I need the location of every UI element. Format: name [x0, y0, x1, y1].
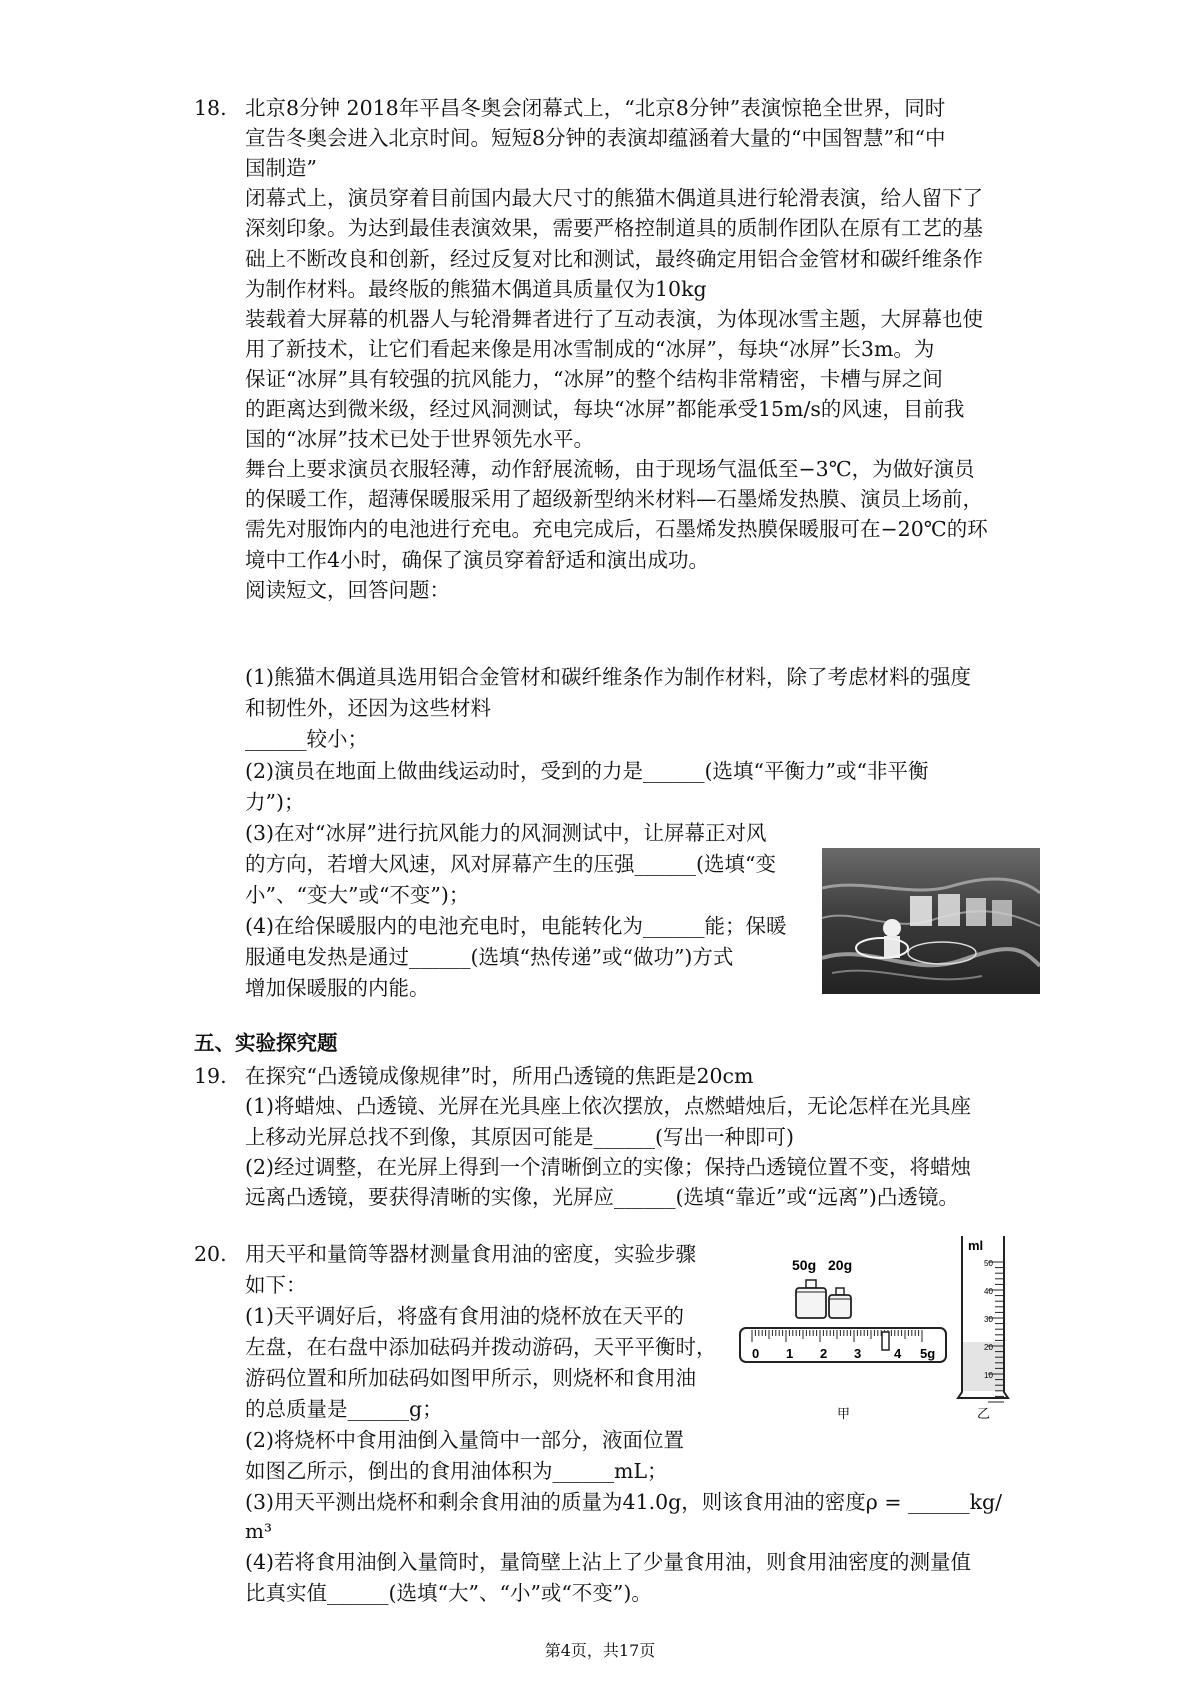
cylinder-unit: ml [968, 1238, 984, 1253]
cyl-tick-40: 40 [984, 1287, 993, 1296]
text-line: 游码位置和所加砝码如图甲所示，则烧杯和食用油 [245, 1366, 696, 1390]
text-line: 左盘，在右盘中添加砝码并拨动游码，天平平衡时， [245, 1335, 717, 1359]
q18-number: 18. [194, 96, 227, 120]
section-title: 五、实验探究题 [194, 1031, 338, 1055]
text-line: 如下： [245, 1273, 307, 1297]
text-line: 为制作材料。最终版的熊猫木偶道具质量仅为10kg [245, 276, 707, 301]
caption-yi: 乙 [977, 1406, 991, 1421]
text-line: (2)将烧杯中食用油倒入量筒中一部分，液面位置 [245, 1428, 685, 1452]
balance-and-cylinder-figure [722, 1232, 1014, 1422]
text-line: 宣告冬奥会进入北京时间。短短8分钟的表演却蕴涵着大量的“中国智慧”和“中 [245, 126, 946, 151]
text-line: 础上不断改良和创新，经过反复对比和测试，最终确定用铝合金管材和碳纤维条作 [245, 246, 983, 271]
text-line: 力”)； [245, 790, 305, 814]
scale-label-3: 3 [854, 1346, 862, 1361]
text-line: (3)用天平测出烧杯和剩余食用油的质量为41.0g，则该食用油的密度ρ = ______kg/ [245, 1490, 1003, 1514]
text-line: 舞台上要求演员衣服轻薄，动作舒展流畅，由于现场气温低至−3℃，为做好演员 [245, 457, 975, 482]
scale-label-2: 2 [820, 1346, 828, 1361]
scale-label-5g: 5g [920, 1346, 936, 1361]
text-line: (4)在给保暖服内的电池充电时，电能转化为______能；保暖 [245, 914, 787, 938]
ice-screen-photo [822, 848, 1040, 994]
text-line: ______较小； [245, 727, 368, 751]
balance-scale [740, 1328, 946, 1362]
page-footer: 第4页，共17页 [544, 1641, 656, 1660]
caption-jia: 甲 [837, 1406, 851, 1421]
text-line: (2)经过调整，在光屏上得到一个清晰倒立的实像；保持凸透镜位置不变，将蜡烛 [245, 1154, 972, 1179]
text-line: 如图乙所示，倒出的食用油体积为______mL； [245, 1459, 668, 1483]
q20-number: 20. [194, 1242, 227, 1266]
text-line: 比真实值______(选填“大”、“小”或“不变”)。 [245, 1581, 652, 1605]
text-line: 在探究“凸透镜成像规律”时，所用凸透镜的焦距是20cm [245, 1064, 754, 1088]
text-line: 保证“冰屏”具有较强的抗风能力，“冰屏”的整个结构非常精密，卡槽与屏之间 [245, 366, 943, 391]
text-line: (1)天平调好后，将盛有食用油的烧杯放在天平的 [245, 1304, 685, 1328]
text-line: 用天平和量筒等器材测量食用油的密度，实验步骤 [245, 1242, 696, 1266]
text-line: 服通电发热是通过______(选填“热传递”或“做功”)方式 [245, 945, 734, 969]
scale-label-0: 0 [752, 1346, 760, 1361]
q19-number: 19. [194, 1064, 227, 1088]
text-line: 小”、“变大”或“不变”)； [245, 883, 470, 907]
text-line: 上移动光屏总找不到像，其原因可能是______(写出一种即可) [245, 1124, 794, 1149]
text-line: 的保暖工作，超薄保暖服采用了超级新型纳米材料—石墨烯发热膜、演员上场前， [245, 487, 983, 512]
text-line: 的距离达到微米级，经过风洞测试，每块“冰屏”都能承受15m/s的风速，目前我 [245, 397, 965, 421]
text-line: 用了新技术，让它们看起来像是用冰雪制成的“冰屏”，每块“冰屏”长3m。为 [245, 336, 935, 361]
weight-label-20g: 20g [828, 1257, 853, 1273]
scale-label-4: 4 [894, 1346, 902, 1361]
text-line: 阅读短文，回答问题： [245, 577, 450, 602]
text-line: 的总质量是______g； [245, 1397, 443, 1421]
figure-graphic [722, 1232, 1014, 1422]
text-line: 装载着大屏幕的机器人与轮滑舞者进行了互动表演，为体现冰雪主题，大屏幕也使 [245, 306, 983, 331]
rider [882, 1332, 889, 1350]
text-line: 的方向，若增大风速，风对屏幕产生的压强______(选填“变 [245, 852, 776, 876]
cyl-tick-20: 20 [984, 1343, 993, 1352]
weight-label-50g: 50g [792, 1257, 817, 1273]
text-line: 国的“冰屏”技术已处于世界领先水平。 [245, 427, 594, 452]
text-line: 远离凸透镜，要获得清晰的实像，光屏应______(选填“靠近”或“远离”)凸透镜。 [245, 1185, 959, 1210]
cyl-tick-10: 10 [984, 1371, 993, 1380]
oil-liquid [963, 1342, 1003, 1391]
ice-screen-photo-graphic [822, 848, 1040, 994]
text-line: 境中工作4小时，确保了演员穿着舒适和演出成功。 [245, 547, 710, 572]
text-line: 北京8分钟 2018年平昌冬奥会闭幕式上，“北京8分钟”表演惊艳全世界，同时 [245, 96, 946, 120]
weight-50g [796, 1280, 826, 1318]
text-line: m³ [245, 1519, 272, 1543]
weight-20g [829, 1288, 851, 1318]
text-line: 国制造” [245, 156, 317, 181]
text-line: 深刻印象。为达到最佳表演效果，需要严格控制道具的质制作团队在原有工艺的基 [245, 216, 983, 241]
scale-label-1: 1 [786, 1346, 794, 1361]
text-line: 需先对服饰内的电池进行充电。充电完成后，石墨烯发热膜保暖服可在−20℃的环 [245, 517, 988, 542]
text-line: 闭幕式上，演员穿着目前国内最大尺寸的熊猫木偶道具进行轮滑表演，给人留下了 [245, 186, 983, 211]
text-line: 增加保暖服的内能。 [245, 976, 430, 1000]
graduated-cylinder [958, 1236, 1008, 1402]
text-line: (2)演员在地面上做曲线运动时，受到的力是______(选填“平衡力”或“非平衡 [245, 759, 929, 783]
text-line: (1)将蜡烛、凸透镜、光屏在光具座上依次摆放，点燃蜡烛后，无论怎样在光具座 [245, 1094, 972, 1119]
cyl-tick-50: 50 [984, 1259, 993, 1268]
text-line: (3)在对“冰屏”进行抗风能力的风洞测试中，让屏幕正对风 [245, 821, 767, 845]
text-line: (4)若将食用油倒入量筒时，量筒壁上沾上了少量食用油，则食用油密度的测量值 [245, 1550, 972, 1574]
text-line: 和韧性外，还因为这些材料 [245, 696, 491, 720]
text-line: (1)熊猫木偶道具选用铝合金管材和碳纤维条作为制作材料，除了考虑材料的强度 [245, 665, 972, 689]
cyl-tick-30: 30 [984, 1315, 993, 1324]
